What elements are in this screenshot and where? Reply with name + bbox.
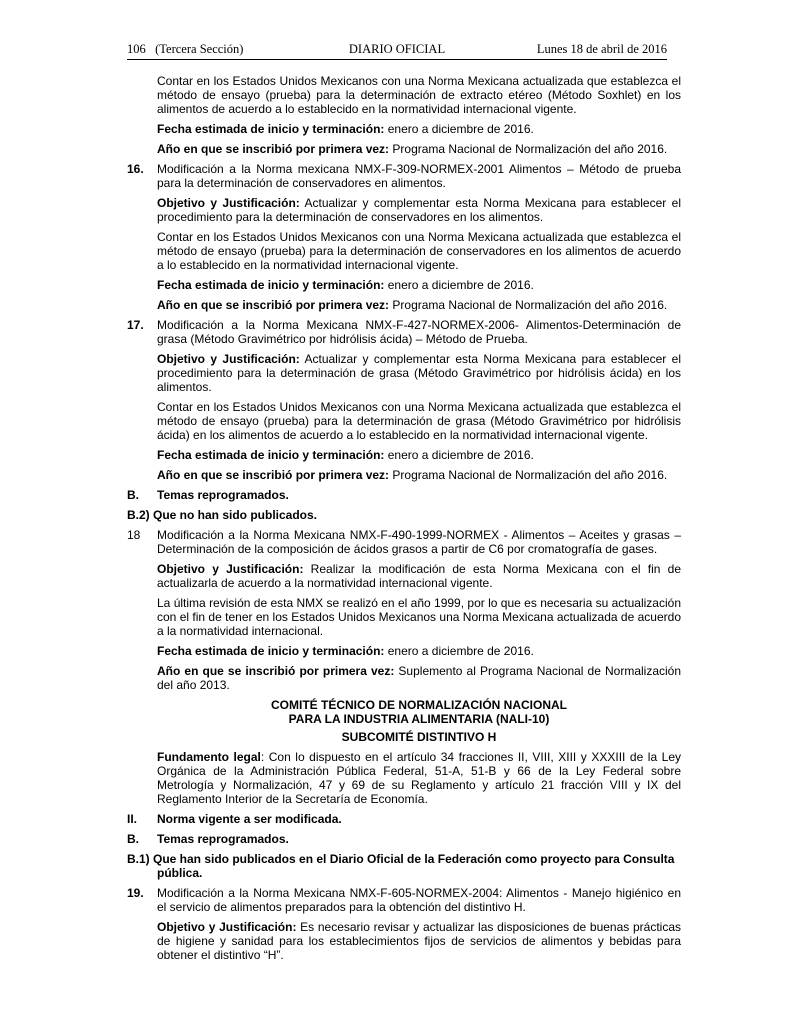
anio-value: Programa Nacional de Normalización del año 2016. <box>389 142 668 156</box>
section-number: B. <box>127 488 139 502</box>
section-number: B. <box>127 832 139 846</box>
anio-line <box>157 142 681 156</box>
item-18 <box>127 528 681 556</box>
fundamento-text: : Con lo dispuesto en el artículo 34 fracciones II, VIII, XIII y XXXIII de la Ley Orgánica de la Administración Pública Federal, 51-A, 51-B y 66 de la Ley Federal sobre Metrología y Normalización, 47 y 69 de su Reglamento y artículo 21 fracción VIII y IX del Reglamento Interior de la Secretaría de Economía. <box>157 750 682 806</box>
subsection-heading: B.1) Que han sido publicados en el Diario Oficial de la Federación como proyecto para Consulta pública. <box>127 852 675 880</box>
subcommittee-title: SUBCOMITÉ DISTINTIVO H <box>341 730 497 744</box>
item-number: 19. <box>127 886 144 900</box>
objetivo-text: Actualizar y complementar esta Norma Mexicana para establecer el procedimiento para la determinación de grasa (Método Gravimétrico por hidrólisis ácida) en los alimentos. <box>157 352 681 394</box>
item-title: Modificación a la Norma Mexicana NMX-F-427-NORMEX-2006- Alimentos-Determinación de grasa (Método Gravimétrico por hidrólisis ácida) – Método de Prueba. <box>157 318 681 346</box>
objetivo-label: Objetivo y Justificación: <box>157 920 297 934</box>
intro-paragraph: Contar en los Estados Unidos Mexicanos con una Norma Mexicana actualizada que establezca el método de ensayo (prueba) para la determinación de extracto etéreo (Método Soxhlet) en los alimentos de acuerdo a lo establecido en la normatividad internacional vigente. <box>157 74 681 116</box>
item-16 <box>127 162 681 190</box>
fecha-label: Fecha estimada de inicio y terminación: <box>157 122 385 136</box>
contar-paragraph: Contar en los Estados Unidos Mexicanos con una Norma Mexicana actualizada que establezca el método de ensayo (prueba) para la determinación de conservadores en los alimentos de acuerdo a lo establecido en la normatividad internacional vigente. <box>157 230 681 272</box>
item-number: 18 <box>127 528 141 542</box>
fecha-value: enero a diciembre de 2016. <box>384 644 534 658</box>
item-17 <box>127 318 681 346</box>
document-body <box>127 74 681 968</box>
subsection-heading: B.2) Que no han sido publicados. <box>127 508 318 522</box>
fecha-label: Fecha estimada de inicio y terminación: <box>157 448 385 462</box>
anio-label: Año en que se inscribió por primera vez: <box>157 468 390 482</box>
objetivo-line <box>157 196 681 224</box>
objetivo-label: Objetivo y Justificación: <box>157 562 304 576</box>
fundamento-paragraph <box>157 750 681 806</box>
objetivo-text: Es necesario revisar y actualizar las disposiciones de buenas prácticas de higiene y sanidad para los establecimientos fijos de servicios de alimentos y bebidas para obtener el distintivo “H”. <box>157 920 681 962</box>
anio-value: Suplemento al Programa Nacional de Normalización del año 2013. <box>157 664 682 692</box>
anio-line <box>157 664 681 692</box>
objetivo-line <box>157 352 681 394</box>
anio-value: Programa Nacional de Normalización del año 2016. <box>389 298 668 312</box>
section-heading <box>127 812 681 826</box>
section-number: II. <box>127 812 138 826</box>
objetivo-text: Realizar la modificación de esta Norma Mexicana con el fin de actualizarla de acuerdo a la normatividad internacional vigente. <box>157 562 682 590</box>
section-title: Temas reprogramados. <box>157 832 289 846</box>
objetivo-label: Objetivo y Justificación: <box>157 352 300 366</box>
fecha-value: enero a diciembre de 2016. <box>384 448 534 462</box>
item-title: Modificación a la Norma mexicana NMX-F-309-NORMEX-2001 Alimentos – Método de prueba para la determinación de conservadores en alimentos. <box>157 162 681 190</box>
item-title: Modificación a la Norma Mexicana NMX-F-490-1999-NORMEX - Alimentos – Aceites y grasas – Determinación de la composición de ácidos grasos a partir de C6 por cromatografía de gases. <box>157 528 681 556</box>
item-number: 17. <box>127 318 144 332</box>
fundamento-label: Fundamento legal <box>157 750 261 764</box>
fecha-line <box>157 644 681 658</box>
header-date: Lunes 18 de abril de 2016 <box>536 42 667 56</box>
objetivo-text: Actualizar y complementar esta Norma Mexicana para establecer el procedimiento para la determinación de conservadores en los alimentos. <box>157 196 681 224</box>
item-title: Modificación a la Norma Mexicana NMX-F-605-NORMEX-2004: Alimentos - Manejo higiénico en el servicio de alimentos preparados para la obtención del distintivo H. <box>157 886 681 914</box>
objetivo-line <box>157 562 681 590</box>
fecha-line <box>157 278 681 292</box>
section-title: Norma vigente a ser modificada. <box>157 812 342 826</box>
fecha-line <box>157 448 681 462</box>
objetivo-label: Objetivo y Justificación: <box>157 196 300 210</box>
anio-label: Año en que se inscribió por primera vez: <box>157 298 390 312</box>
contar-paragraph: Contar en los Estados Unidos Mexicanos con una Norma Mexicana actualizada que establezca el método de ensayo (prueba) para la determinación de grasa (Método Gravimétrico por hidrólisis ácida) en los alimentos de acuerdo a lo establecido en la normatividad internacional vigente. <box>157 400 681 442</box>
anio-label: Año en que se inscribió por primera vez: <box>157 664 395 678</box>
anio-value: Programa Nacional de Normalización del año 2016. <box>389 468 668 482</box>
fecha-line <box>157 122 681 136</box>
anio-line <box>157 468 681 482</box>
section-title: Temas reprogramados. <box>157 488 289 502</box>
objetivo-line <box>157 920 681 962</box>
revision-paragraph: La última revisión de esta NMX se realizó en el año 1999, por lo que es necesaria su actualización con el fin de tener en los Estados Unidos Mexicanos una Norma Mexicana actualizada de acuerdo a la normatividad internacional. <box>157 596 681 638</box>
page-header <box>127 42 667 58</box>
fecha-label: Fecha estimada de inicio y terminación: <box>157 644 385 658</box>
header-publication: DIARIO OFICIAL <box>348 42 446 56</box>
section-heading <box>127 832 681 846</box>
committee-line-2: PARA LA INDUSTRIA ALIMENTARIA (NALI-10) <box>288 712 550 726</box>
committee-line-1: COMITÉ TÉCNICO DE NORMALIZACIÓN NACIONAL <box>271 698 567 712</box>
fecha-value: enero a diciembre de 2016. <box>384 278 534 292</box>
section-heading <box>127 488 681 502</box>
fecha-label: Fecha estimada de inicio y terminación: <box>157 278 385 292</box>
committee-title <box>157 698 681 726</box>
header-page-section: 106 (Tercera Sección) <box>127 42 244 56</box>
anio-label: Año en que se inscribió por primera vez: <box>157 142 390 156</box>
fecha-value: enero a diciembre de 2016. <box>384 122 534 136</box>
item-19 <box>127 886 681 914</box>
header-rule <box>127 59 667 60</box>
anio-line <box>157 298 681 312</box>
item-number: 16. <box>127 162 144 176</box>
